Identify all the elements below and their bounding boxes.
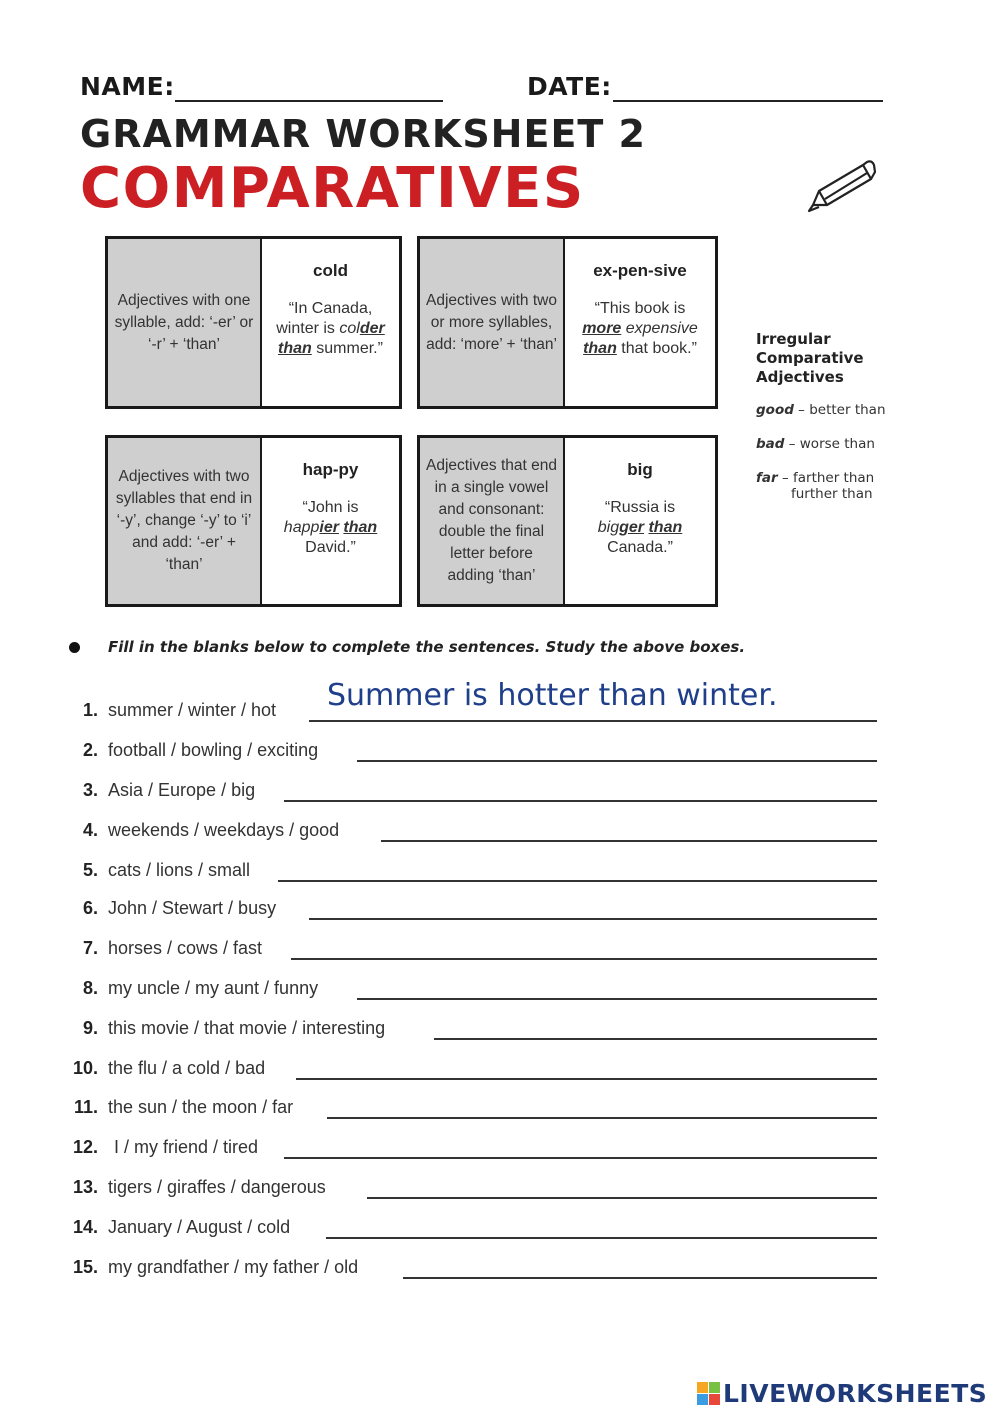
question-row: 15. my grandfather / my father / old [0,1257,1000,1287]
question-row: 13. tigers / giraffes / dangerous [0,1177,1000,1207]
liveworksheets-logo-icon [697,1382,720,1405]
pencil-icon [805,155,880,215]
irregular-title: Irregular Comparative Adjectives [756,330,864,386]
name-label: NAME: [80,72,175,101]
question-row: 14. January / August / cold [0,1217,1000,1247]
question-row: 5. cats / lions / small [0,860,1000,890]
question-row: 4. weekends / weekdays / good [0,820,1000,850]
question-row: 1. summer / winter / hot Summer is hotter than winter. [0,700,1000,730]
rule-box-ending-y [105,435,402,607]
answer-field[interactable] [327,1117,877,1119]
answer-field[interactable] [381,840,877,842]
rule-text: Adjectives with two syllables that end in ‘-y’, change ‘-y’ to ‘i’ and add: ‘-er’ + ‘than’ [108,438,262,604]
answer-field[interactable] [326,1237,877,1239]
answer-field[interactable] [357,760,877,762]
question-row: 7. horses / cows / fast [0,938,1000,968]
question-row: 12. I / my friend / tired [0,1137,1000,1167]
liveworksheets-brand-text: LIVEWORKSHEETS [723,1379,988,1408]
rule-text: Adjectives with two or more syllables, add: ‘more’ + ‘than’ [420,239,565,406]
irregular-far: far – farther than [756,470,875,486]
question-row: 6. John / Stewart / busy [0,898,1000,928]
irregular-bad: bad – worse than [756,436,875,452]
question-row: 9. this movie / that movie / interesting [0,1018,1000,1048]
question-row: 11. the sun / the moon / far [0,1097,1000,1127]
question-row: 10. the flu / a cold / bad [0,1058,1000,1088]
answer-field[interactable] [403,1277,877,1279]
rule-box-two-or-more-syllables [417,236,718,409]
rule-example-word: big [627,460,653,479]
answer-field[interactable] [278,880,877,882]
question-row: 3. Asia / Europe / big [0,780,1000,810]
answer-field[interactable] [284,800,877,802]
answer-field[interactable] [296,1078,877,1080]
liveworksheets-logo[interactable] [697,1379,987,1408]
rule-example-word: cold [313,261,348,280]
answer-text[interactable]: Summer is hotter than winter. [327,678,778,713]
answer-field[interactable] [357,998,877,1000]
question-row: 2. football / bowling / exciting [0,740,1000,770]
answer-field[interactable] [367,1197,877,1199]
rule-example-word: hap-py [302,460,359,479]
rule-example-sentence: “John is happier than David.” [283,499,378,556]
rule-box-one-syllable [105,236,402,409]
rule-example-word: ex-pen-sive [593,261,687,280]
answer-field[interactable] [284,1157,877,1159]
rule-text: Adjectives with one syllable, add: ‘-er’ or ‘-r’ + ‘than’ [108,239,262,406]
worksheet-subtitle: COMPARATIVES [80,156,585,221]
rule-example-sentence: “In Canada, winter is colder than summer.” [276,300,385,357]
question-row: 8. my uncle / my aunt / funny [0,978,1000,1008]
date-blank[interactable] [613,100,883,102]
irregular-far-alt: further than [791,486,873,502]
instructions: Fill in the blanks below to complete the sentences. Study the above boxes. [108,638,746,656]
rule-example-sentence: “This book is more expensive than that book.” [582,300,698,357]
rule-example-sentence: “Russia is bigger than Canada.” [597,499,683,556]
date-label: DATE: [527,72,612,101]
rule-text: Adjectives that end in a single vowel and consonant: double the final letter before adding ‘than’ [420,438,565,604]
answer-field[interactable] [434,1038,877,1040]
irregular-good: good – better than [756,402,886,418]
worksheet-title: GRAMMAR WORKSHEET 2 [80,112,646,156]
answer-field[interactable] [291,958,877,960]
rule-box-vowel-consonant [417,435,718,607]
bullet-icon [69,642,80,653]
answer-field[interactable] [309,720,877,722]
name-blank[interactable] [175,100,443,102]
answer-field[interactable] [309,918,877,920]
